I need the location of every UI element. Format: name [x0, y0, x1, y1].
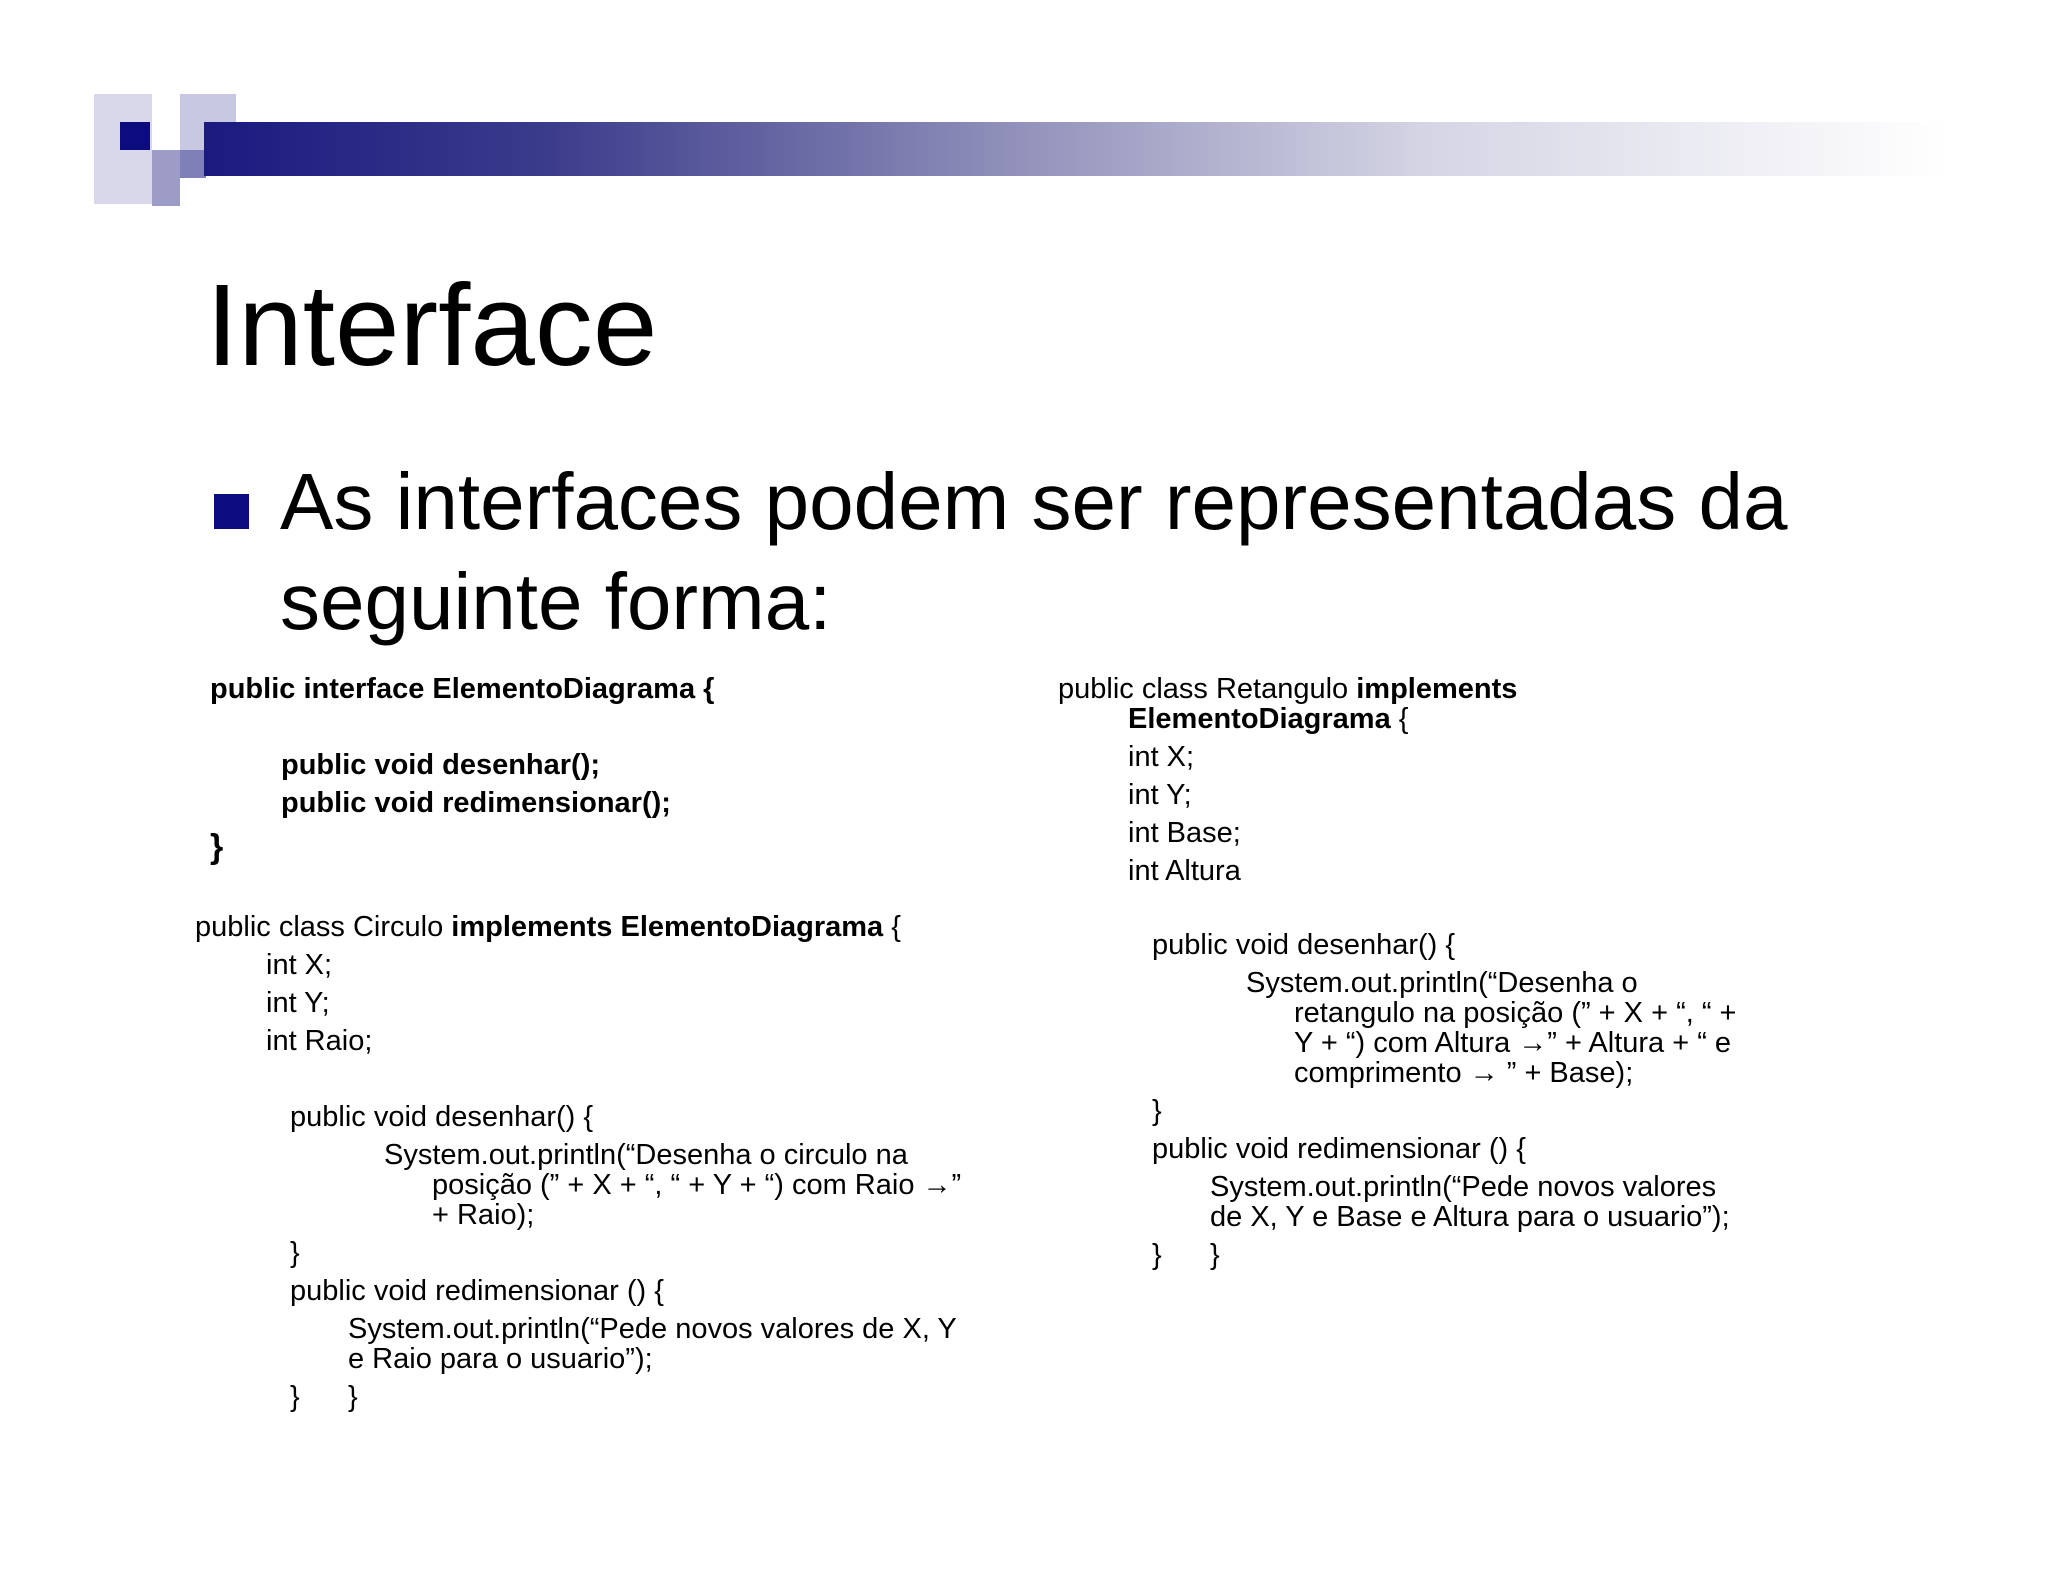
code-text: { — [883, 911, 901, 943]
header-gradient-bar — [204, 122, 1944, 176]
code-line: } — [290, 1381, 300, 1413]
code-line — [195, 910, 901, 946]
code-line — [1128, 702, 1408, 738]
code-keyword: ElementoDiagrama — [1128, 703, 1391, 735]
code-text: public class Circulo — [195, 911, 452, 943]
code-line: public void redimensionar () { — [290, 1275, 664, 1307]
code-line: public void desenhar() { — [290, 1101, 594, 1133]
code-line: } — [1152, 1239, 1162, 1271]
code-line: } — [210, 828, 224, 866]
code-line: int Y; — [1128, 779, 1192, 811]
code-line: System.out.println(“Desenha o circulo na — [384, 1139, 908, 1171]
code-line: + Raio); — [432, 1199, 535, 1231]
deco-square — [120, 122, 150, 150]
code-line: } — [348, 1381, 358, 1413]
code-line: int X; — [266, 949, 333, 981]
bullet-marker — [214, 494, 249, 529]
code-line: Y + “) com Altura →” + Altura + “ e — [1294, 1027, 1732, 1059]
code-line: } — [1210, 1239, 1220, 1271]
code-line: int Raio; — [266, 1025, 373, 1057]
code-line: System.out.println(“Pede novos valores de X, Y — [348, 1313, 957, 1345]
code-line: retangulo na posição (” + X + “, “ + — [1294, 997, 1737, 1029]
code-line: public void desenhar(); — [281, 749, 601, 781]
code-text: public class Retangulo — [1058, 673, 1357, 705]
code-line: int Base; — [1128, 817, 1241, 849]
code-keyword: implements — [1356, 673, 1518, 705]
code-line: de X, Y e Base e Altura para o usuario”); — [1210, 1201, 1730, 1233]
deco-square — [152, 150, 180, 206]
code-line: public void redimensionar(); — [281, 787, 671, 819]
code-line: int Y; — [266, 987, 330, 1019]
code-line: System.out.println(“Pede novos valores — [1210, 1171, 1717, 1203]
code-line: int X; — [1128, 741, 1195, 773]
code-keyword: implements ElementoDiagrama — [451, 911, 884, 943]
code-text: { — [1390, 703, 1409, 735]
code-line: int Altura — [1128, 855, 1241, 887]
code-line: public interface ElementoDiagrama { — [210, 673, 715, 705]
bullet-text: As interfaces podem ser representadas da seguinte forma: — [280, 457, 1788, 646]
code-line: public void redimensionar () { — [1152, 1133, 1526, 1165]
code-line: } — [1152, 1095, 1162, 1127]
deco-square — [180, 150, 206, 178]
code-line: e Raio para o usuario”); — [348, 1343, 653, 1375]
code-line: public void desenhar() { — [1152, 929, 1456, 961]
slide-title: Interface — [206, 260, 658, 390]
code-line: posição (” + X + “, “ + Y + “) com Raio →” — [432, 1169, 962, 1201]
code-line: System.out.println(“Desenha o — [1246, 967, 1638, 999]
code-line: } — [290, 1237, 300, 1269]
code-line: comprimento → ” + Base); — [1294, 1057, 1634, 1089]
